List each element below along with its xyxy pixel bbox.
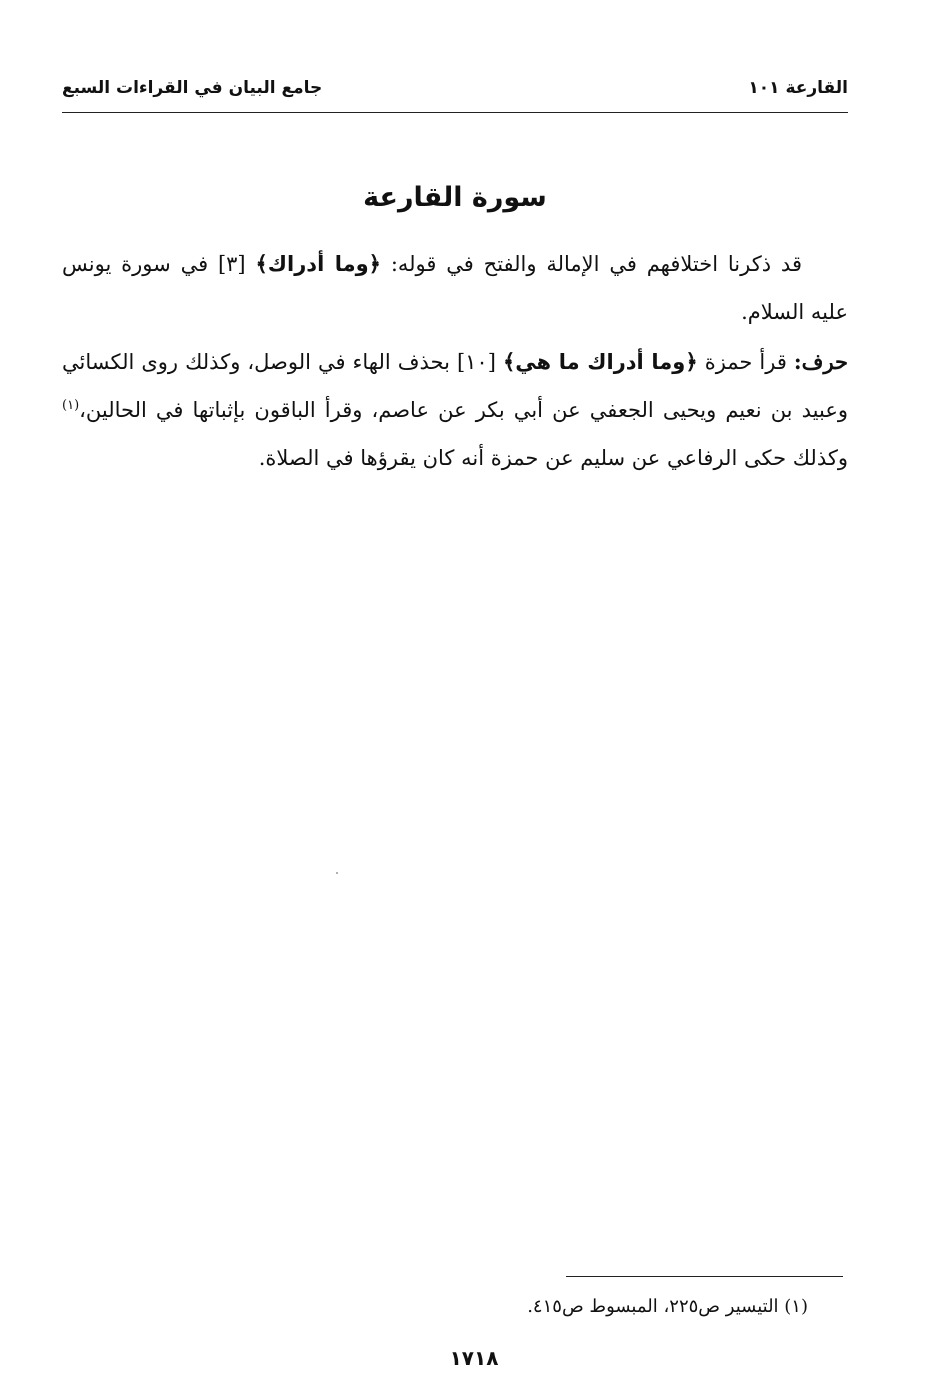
paragraph-2-middle: [١٠] بحذف الهاء في الوصل، وكذلك روى الكسائي وعبيد بن نعيم ويحيى الجعفي عن أبي بكر عن عاصم، وقرأ الباقون بإثباتها في الحالين، [62,350,848,422]
paragraph-1 [62,240,848,336]
paragraph-1-before: قد ذكرنا اختلافهم في الإمالة والفتح في قوله: [380,252,802,276]
footnote-divider [566,1276,843,1277]
quran-quote-2: ﴿وما أدراك ما هي﴾ [502,350,698,374]
footnote: (١) التيسير ص٢٢٥، المبسوط ص٤١٥. [527,1296,808,1317]
page-number: ١٧١٨ [449,1346,499,1370]
surah-title: سورة القارعة [363,182,547,213]
header-surah-label: القارعة ١٠١ [748,78,848,98]
header-divider [62,112,848,113]
paragraph-1-after: [٣] في سورة يونس عليه السلام. [62,252,848,324]
speck [336,872,338,874]
footnote-reference: (١) [62,398,80,413]
main-text [62,240,848,484]
paragraph-2 [62,338,848,482]
paragraph-2-before: قرأ حمزة [697,350,794,374]
quran-quote-1: ﴿وما أدراك﴾ [255,252,381,276]
header-book-title: جامع البيان في القراءات السبع [62,78,323,98]
harf-label: حرف: [793,349,849,374]
paragraph-2-after: وكذلك حكى الرفاعي عن سليم عن حمزة أنه كان يقرؤها في الصلاة. [258,446,848,470]
running-header [62,74,848,114]
